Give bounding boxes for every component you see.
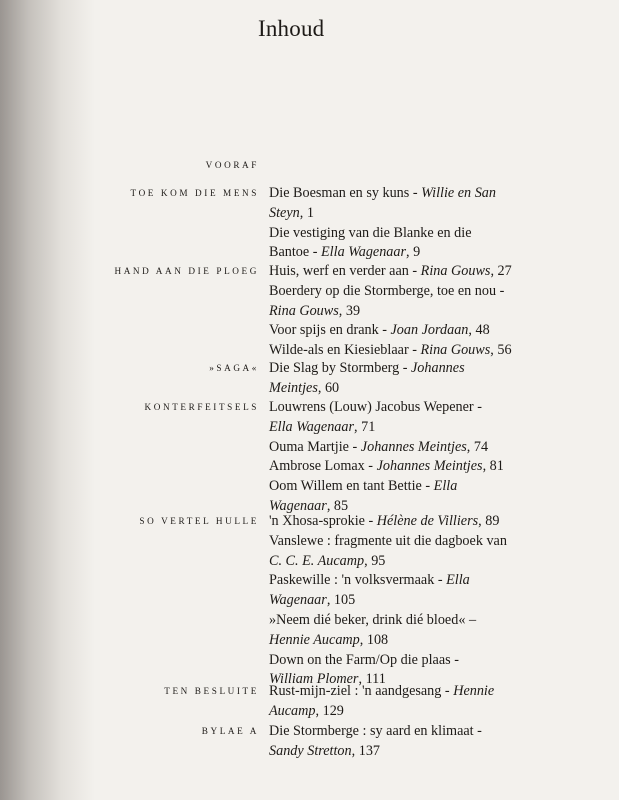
entry-page: , 27 <box>490 263 512 279</box>
entry-author: Ella <box>433 478 458 495</box>
toc-entries <box>269 722 609 762</box>
entry-title: Down on the Farm/Op die plaas - <box>269 651 459 668</box>
entry-author: Ella Wagenaar <box>269 418 354 435</box>
toc-entry <box>269 341 609 361</box>
entry-author: Johannes <box>411 360 465 376</box>
entry-author: Hennie <box>453 683 495 699</box>
toc-entries <box>269 184 609 263</box>
section-label: KONTERFEITSELS <box>144 402 259 412</box>
toc-entry <box>269 532 609 572</box>
section-label: TOE KOM DIE MENS <box>130 188 259 198</box>
toc-entry <box>269 457 609 477</box>
entry-page: , 56 <box>490 342 512 359</box>
entry-title: Oom Willem en tant Bettie - <box>269 478 434 495</box>
entry-page: , 60 <box>317 379 340 396</box>
section-label: »SAGA« <box>209 363 259 373</box>
entry-title: Voor spijs en drank - <box>269 322 391 339</box>
toc-entry <box>269 398 609 438</box>
toc-entries <box>269 682 609 722</box>
entry-author-cont: Meintjes <box>269 379 318 396</box>
section-label: SO VERTEL HULLE <box>139 516 259 526</box>
toc-entries <box>269 359 609 399</box>
toc-entry <box>269 477 609 517</box>
entry-author: William Plomer <box>269 671 359 688</box>
entry-page: , 95 <box>364 552 386 569</box>
toc-entries <box>269 262 609 361</box>
entry-title: Die Stormberge : sy aard en klimaat - <box>269 723 482 739</box>
toc-entry <box>269 682 609 722</box>
entry-author: Sandy Stretton <box>269 742 352 759</box>
toc-entry <box>269 184 609 224</box>
entry-page: , 105 <box>326 592 356 609</box>
entry-author: Hennie Aucamp <box>269 631 360 648</box>
entry-title: »Neem dié beker, drink dié bloed« – <box>269 611 477 628</box>
toc-entry <box>269 512 609 532</box>
section-label: HAND AAN DIE PLOEG <box>114 266 259 276</box>
section-label: BYLAE A <box>201 726 259 736</box>
entry-page: , 81 <box>482 458 504 475</box>
toc-entry <box>269 224 609 264</box>
entry-title: Die Slag by Stormberg - <box>269 360 411 376</box>
entry-title: Ambrose Lomax - <box>269 458 377 475</box>
toc-entry <box>269 262 609 282</box>
toc-entry <box>269 438 609 458</box>
entry-page: , 1 <box>299 204 314 221</box>
toc-entry <box>269 359 609 399</box>
entry-author: Rina Gouws <box>420 342 491 359</box>
entry-page: , 137 <box>351 742 380 759</box>
toc-entries <box>269 512 609 690</box>
entry-title: Paskewille : 'n volksvermaak - <box>269 572 447 589</box>
toc-entry <box>269 282 609 322</box>
toc-entries <box>269 398 609 517</box>
entry-title: Vanslewe : fragmente uit die dagboek van <box>269 532 507 549</box>
entry-title: Ouma Martjie - <box>269 438 361 455</box>
entry-title: Rust-mijn-ziel : 'n aandgesang - <box>269 683 454 699</box>
entry-author-cont: Steyn <box>269 204 300 221</box>
entry-page: , 74 <box>466 438 489 455</box>
entry-title-cont: Bantoe - <box>269 244 322 261</box>
entry-page: , 89 <box>478 513 500 529</box>
entry-author: Willie en San <box>421 185 496 201</box>
entry-author: Rina Gouws <box>420 263 491 279</box>
entry-author: Rina Gouws <box>269 302 339 319</box>
entry-author: C. C. E. Aucamp <box>269 552 365 569</box>
entry-title: Louwrens (Louw) Jacobus Wepener - <box>269 399 482 415</box>
entry-author: Ella <box>446 572 470 589</box>
entry-page: , 129 <box>315 702 344 719</box>
entry-page: , 71 <box>354 418 376 435</box>
entry-author-cont: Wagenaar <box>269 592 327 609</box>
entry-title: Boerdery op die Stormberge, toe en nou - <box>269 282 505 299</box>
entry-page: , 9 <box>406 244 421 261</box>
entry-page: , 111 <box>358 671 386 688</box>
entry-author-cont: Wagenaar <box>269 497 327 514</box>
toc-entry <box>269 611 609 651</box>
entry-title: Die vestiging van die Blanke en die <box>269 224 472 241</box>
toc-entry <box>269 722 609 762</box>
entry-author: Johannes Meintjes <box>376 458 483 475</box>
entry-title: Huis, werf en verder aan - <box>269 263 421 279</box>
entry-page: , 39 <box>338 302 361 319</box>
entry-author-cont: Aucamp <box>269 702 316 719</box>
entry-title: Die Boesman en sy kuns - <box>269 185 422 201</box>
toc-entry <box>269 321 609 341</box>
page-title: Inhoud <box>258 16 325 41</box>
section-label: TEN BESLUITE <box>164 686 259 696</box>
entry-author: Johannes Meintjes <box>360 438 467 455</box>
entry-author: Ella Wagenaar <box>321 244 407 261</box>
entry-author: Hélène de Villiers <box>376 513 479 529</box>
entry-author: Joan Jordaan <box>390 322 469 339</box>
entry-title: 'n Xhosa-sprokie - <box>269 513 377 529</box>
entry-page: , 85 <box>326 497 349 514</box>
entry-page: , 48 <box>468 322 490 339</box>
toc-entry <box>269 571 609 611</box>
entry-title: Wilde-als en Kiesieblaar - <box>269 342 421 359</box>
entry-page: , 108 <box>359 631 389 648</box>
section-label: VOORAF <box>205 160 259 170</box>
